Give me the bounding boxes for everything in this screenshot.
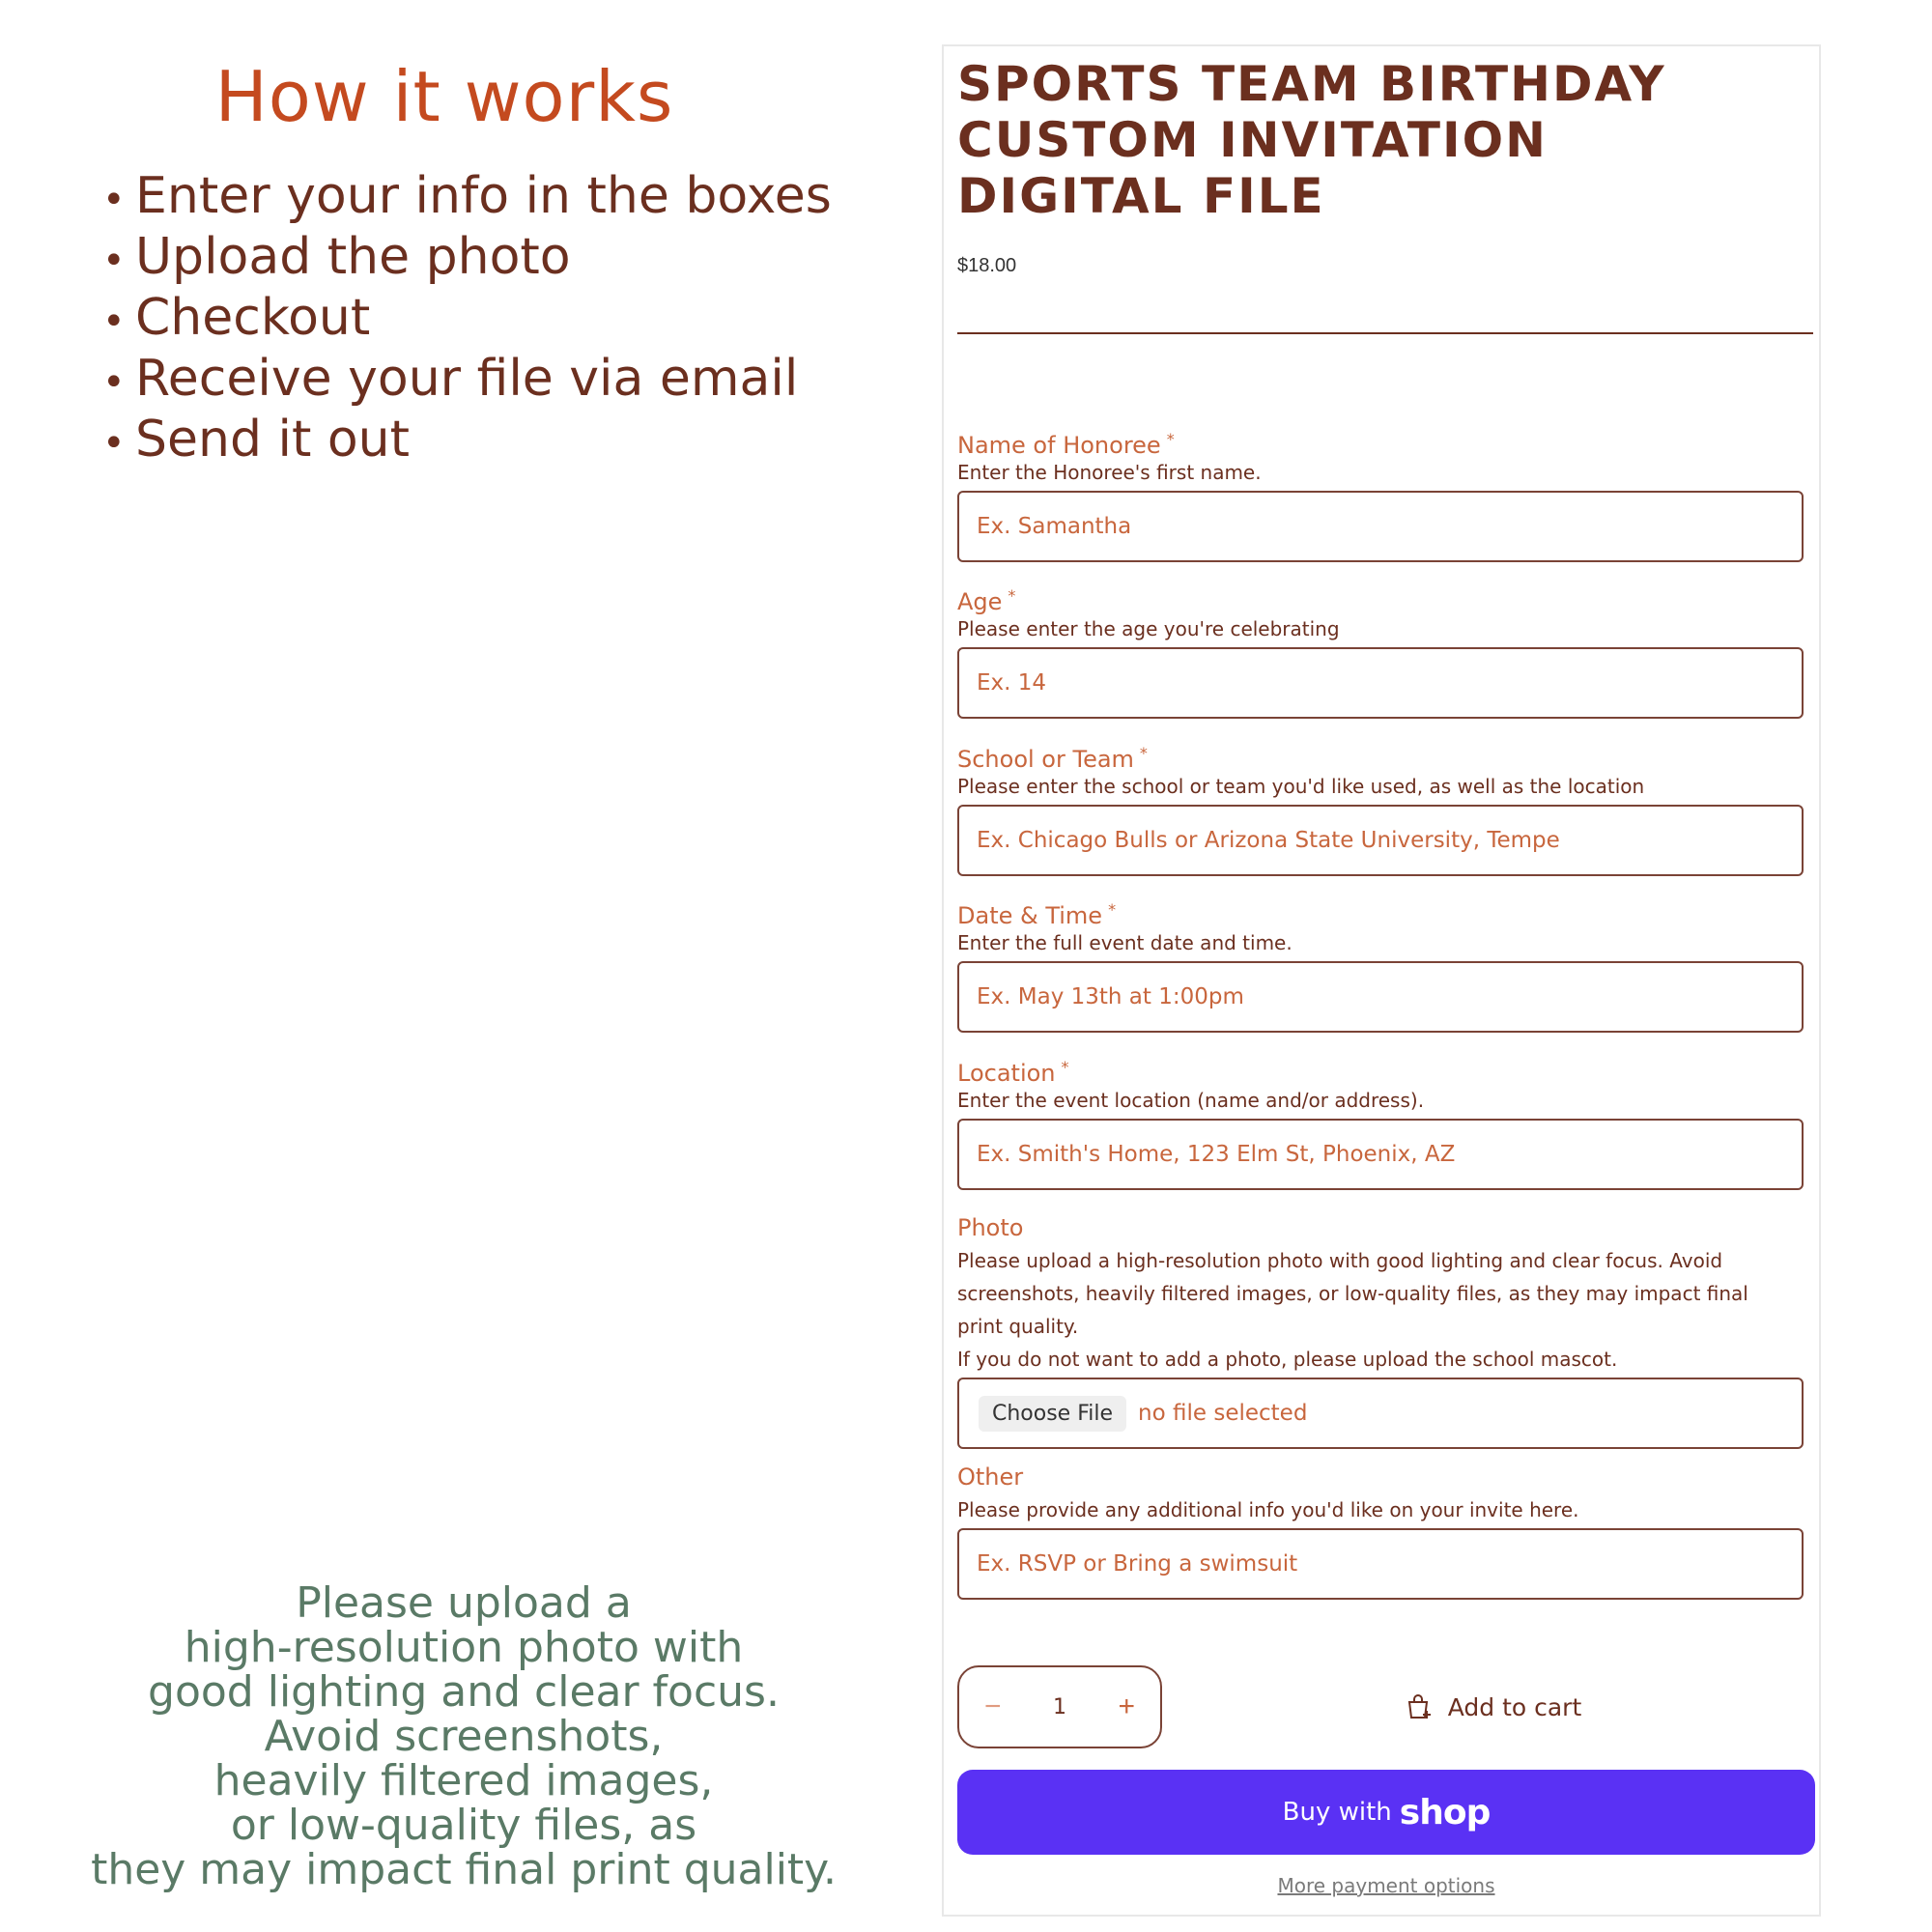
field-help: Enter the Honoree's first name. [957,461,1262,484]
quantity-stepper [957,1665,1162,1748]
school-or-team-input[interactable] [957,805,1804,876]
divider [957,332,1813,334]
field-help: Please upload a high-resolution photo with good lighting and clear focus. Avoid [957,1249,1723,1272]
buy-with-label: Buy with [1282,1798,1392,1827]
product-card [942,44,1821,1917]
field-age [957,580,1807,719]
steps-list [102,166,832,470]
field-help: If you do not want to add a photo, please upload the school mascot. [957,1348,1618,1371]
product-title: SPORTS TEAM BIRTHDAY CUSTOM INVITATION DIGITAL FILE [957,56,1666,224]
required-mark: * [1008,586,1016,605]
more-payment-options-link[interactable]: More payment options [1277,1874,1495,1897]
field-help: Please enter the school or team you'd like used, as well as the location [957,775,1645,798]
date-time-input[interactable] [957,961,1804,1033]
product-price: $18.00 [957,255,1017,276]
quantity-increase-button[interactable]: + [1118,1690,1135,1722]
add-to-cart-label: Add to cart [1447,1692,1582,1721]
field-help: screenshots, heavily filtered images, or low-quality files, as they may impact final [957,1282,1748,1305]
required-mark: * [1166,430,1175,448]
choose-file-button[interactable]: Choose File [979,1396,1126,1432]
field-help: Please provide any additional info you'd like on your invite here. [957,1498,1579,1521]
required-mark: * [1108,900,1117,919]
file-status: no file selected [1138,1401,1308,1426]
field-label: Date & Time * [957,900,1117,929]
field-photo [957,1211,1807,1449]
field-label: Age * [957,586,1016,615]
honoree-name-input[interactable] [957,491,1804,562]
shop-logo: shop [1399,1792,1491,1833]
quantity-value[interactable]: 1 [1053,1694,1066,1719]
how-it-works-panel [0,0,927,1932]
buy-with-shop-button[interactable] [957,1770,1815,1855]
photo-file-input[interactable] [957,1378,1804,1449]
step-item: • Checkout [102,289,371,347]
field-label: Location * [957,1058,1069,1087]
field-label: School or Team * [957,744,1148,773]
field-name-of-honoree [957,423,1807,562]
step-item: • Receive your file via email [102,350,799,408]
field-other [957,1461,1807,1600]
field-label: Name of Honoree * [957,430,1175,459]
field-help: Enter the full event date and time. [957,931,1293,954]
required-mark: * [1139,744,1148,762]
field-label: Other [957,1463,1024,1491]
step-item: • Send it out [102,411,411,469]
cart-plus-icon [1404,1691,1435,1722]
field-location [957,1051,1807,1190]
step-item: • Enter your info in the boxes [102,167,832,225]
field-help: print quality. [957,1315,1079,1338]
required-mark: * [1061,1058,1069,1076]
field-date-time [957,894,1807,1033]
age-input[interactable] [957,647,1804,719]
field-help: Please enter the age you're celebrating [957,617,1340,640]
other-info-input[interactable] [957,1528,1804,1600]
add-to-cart-button[interactable] [1176,1665,1809,1748]
how-it-works-title: How it works [214,56,674,137]
field-help: Enter the event location (name and/or address). [957,1089,1425,1112]
quantity-decrease-button[interactable]: − [984,1690,1002,1722]
field-school-or-team [957,737,1807,876]
step-item: • Upload the photo [102,228,571,286]
location-input[interactable] [957,1119,1804,1190]
field-label: Photo [957,1214,1024,1241]
upload-note: Please upload a high-resolution photo with good lighting and clear focus. Avoid screenshots, heavily filtered images, or low-quality files, as they may impact final print quality. [91,1578,837,1894]
